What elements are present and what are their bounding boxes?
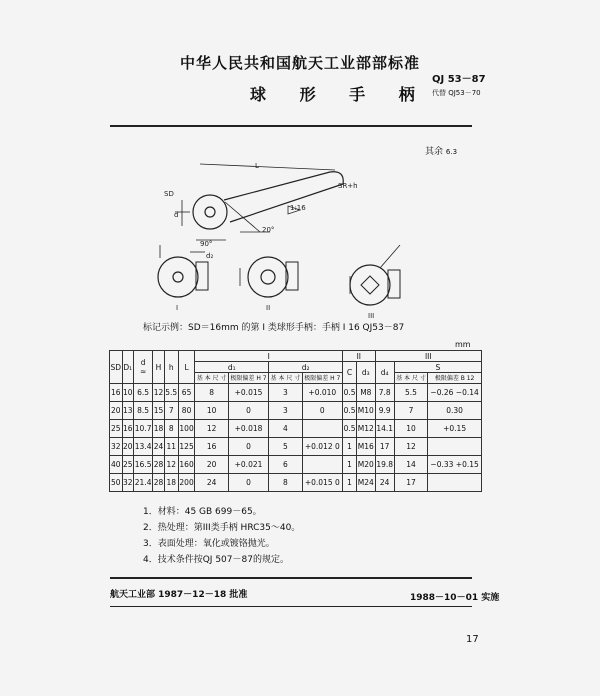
handle-shank (224, 172, 343, 222)
table-cell: 6.5 (134, 384, 153, 402)
view-I-label: I (176, 304, 179, 312)
table-cell: −0.26 −0.14 (428, 384, 482, 402)
table-cell: 32 (122, 474, 133, 492)
handle-drawing (0, 0, 600, 330)
angle-20: 20° (262, 226, 275, 234)
table-cell: 17 (375, 438, 394, 456)
table-cell: 160 (178, 456, 195, 474)
table-cell (428, 438, 482, 456)
rest-label: 其余 (425, 147, 444, 157)
table-cell: 10 (394, 420, 427, 438)
angle-90: 90° (200, 240, 213, 248)
note-item: 2．热处理：第III类手柄 HRC35～40。 (143, 523, 301, 533)
org-title: 中华人民共和国航天工业部部标准 (179, 54, 420, 72)
approval-date: 航天工业部 1987－12－18 批准 (110, 590, 248, 600)
table-cell (428, 474, 482, 492)
table-cell: 8 (164, 420, 178, 438)
dim-SR: SR+h (338, 182, 358, 190)
table-cell: 40 (110, 456, 123, 474)
th-d2: d₂ (269, 362, 343, 373)
table-cell: 100 (178, 420, 195, 438)
th-tol3: 极限偏差 B 12 (428, 373, 482, 384)
table-cell: M10 (357, 402, 376, 420)
part-title: 球 形 手 柄 (250, 85, 429, 104)
table-cell: 16 (195, 438, 228, 456)
table-cell: 65 (178, 384, 195, 402)
table-cell: 6 (269, 456, 302, 474)
marking-example: 标记示例：SD＝16mm 的第 I 类球形手柄：手柄 I 16 QJ53－87 (143, 323, 405, 333)
th-basic3: 基 本 尺 寸 (396, 374, 426, 382)
table-cell: 18 (153, 420, 164, 438)
table-row (110, 384, 482, 402)
th-d4: d₄ (375, 362, 394, 384)
th-b: h (164, 351, 178, 384)
table-cell: 0 (302, 402, 342, 420)
table-cell: 1 (343, 456, 357, 474)
table-cell: 12 (195, 420, 228, 438)
table-cell: 28 (153, 474, 164, 492)
th-basic1: 基 本 尺 寸 (196, 374, 227, 382)
th-type-II: II (343, 351, 376, 362)
table-cell: 0 (228, 474, 268, 492)
table-cell: 24 (195, 474, 228, 492)
table-cell: M8 (357, 384, 376, 402)
table-cell: 18 (164, 474, 178, 492)
dim-d: d (174, 211, 179, 219)
ball-outline (193, 195, 227, 229)
table-cell: 12 (153, 384, 164, 402)
table-cell: 14 (394, 456, 427, 474)
notes (143, 504, 300, 568)
table-cell: 10 (195, 402, 228, 420)
th-s: S (394, 362, 481, 373)
table-cell: 7.8 (375, 384, 394, 402)
table-cell: 12 (394, 438, 427, 456)
table-cell: 14.1 (375, 420, 394, 438)
table-cell: 200 (178, 474, 195, 492)
table-cell: 0 (228, 438, 268, 456)
table-cell: 3 (269, 384, 302, 402)
table-cell: 24 (375, 474, 394, 492)
table-unit: mm (455, 340, 471, 349)
th-d3: d₃ (357, 362, 376, 384)
table-cell: 4 (269, 420, 302, 438)
table-cell: 125 (178, 438, 195, 456)
th-sd: SD (110, 351, 123, 384)
table-cell: 0.30 (428, 402, 482, 420)
view-II-label: II (266, 304, 271, 312)
table-cell: +0.010 (302, 384, 342, 402)
table-cell: 8 (195, 384, 228, 402)
table-cell: 25 (110, 420, 123, 438)
table-cell: +0.015 (228, 384, 268, 402)
table-cell: 25 (122, 456, 133, 474)
table-cell: 20 (110, 402, 123, 420)
table-cell: 5.5 (164, 384, 178, 402)
table-row (110, 402, 482, 420)
table-cell: 5.5 (394, 384, 427, 402)
ball-hole (205, 207, 215, 217)
th-h: H (153, 351, 164, 384)
dim-SD: SD (164, 190, 174, 198)
view-II-outline (248, 257, 288, 297)
table-cell: M16 (357, 438, 376, 456)
table-cell: 16 (110, 384, 123, 402)
note-item: 4．技术条件按QJ 507－87的规定。 (143, 555, 289, 565)
th-type-III: III (375, 351, 481, 362)
table-cell: 10 (122, 384, 133, 402)
view-III-outline (350, 265, 390, 305)
view-I-outline (158, 257, 198, 297)
note-item: 3．表面处理：氧化或镀铬抛光。 (143, 539, 275, 549)
table-cell (302, 456, 342, 474)
th-L: L (178, 351, 195, 384)
spec-table-body (110, 384, 482, 492)
table-cell: 10.7 (134, 420, 153, 438)
table-cell: 28 (153, 456, 164, 474)
table-cell: 3 (269, 402, 302, 420)
table-cell: 7 (394, 402, 427, 420)
dim-taper: 1:16 (290, 204, 306, 212)
table-cell: −0.33 +0.15 (428, 456, 482, 474)
table-cell: 9.9 (375, 402, 394, 420)
th-c: C (343, 362, 357, 384)
table-cell: 0 (228, 402, 268, 420)
table-cell: 7 (164, 402, 178, 420)
table-cell: 17 (394, 474, 427, 492)
table-row (110, 456, 482, 474)
table-cell: 11 (164, 438, 178, 456)
th-tol2: 极限偏差 H 7 (302, 373, 342, 384)
table-cell: M20 (357, 456, 376, 474)
table-cell: M12 (357, 420, 376, 438)
table-cell: +0.021 (228, 456, 268, 474)
table-cell: 0.5 (343, 384, 357, 402)
table-cell: 1 (343, 474, 357, 492)
replaces-standard: 代替 QJ53－70 (432, 89, 481, 97)
table-cell: 0.5 (343, 402, 357, 420)
table-cell: 0.5 (343, 420, 357, 438)
th-tol1: 极限偏差 H 7 (228, 373, 268, 384)
footer-rule-bottom (110, 606, 472, 607)
standard-number: QJ 53－87 (432, 74, 486, 85)
note-item: 1．材料：45 GB 699－65。 (143, 507, 262, 517)
table-row (110, 420, 482, 438)
effective-date: 1988－10－01 实施 (410, 593, 500, 603)
label-d2: d₂ (206, 252, 214, 260)
table-cell: 24 (153, 438, 164, 456)
table-cell: 32 (110, 438, 123, 456)
table-cell: 12 (164, 456, 178, 474)
table-cell: M24 (357, 474, 376, 492)
table-cell: 16.5 (134, 456, 153, 474)
table-cell: +0.15 (428, 420, 482, 438)
table-cell: 20 (195, 456, 228, 474)
spec-table (109, 350, 482, 492)
table-cell: 21.4 (134, 474, 153, 492)
page-number: 17 (466, 634, 479, 645)
footer-rule (110, 577, 472, 579)
table-cell: +0.012 0 (302, 438, 342, 456)
dim-L: L (255, 162, 259, 170)
table-cell: 80 (178, 402, 195, 420)
table-cell: 8 (269, 474, 302, 492)
table-cell: 13.4 (134, 438, 153, 456)
table-row (110, 438, 482, 456)
th-type-I: I (195, 351, 343, 362)
table-cell: +0.018 (228, 420, 268, 438)
th-d: d ≈ (134, 351, 153, 384)
table-cell: 13 (122, 402, 133, 420)
table-cell: 20 (122, 438, 133, 456)
table-cell: 1 (343, 438, 357, 456)
table-cell: 19.8 (375, 456, 394, 474)
table-row (110, 474, 482, 492)
th-d1: D₁ (122, 351, 133, 384)
table-cell: 50 (110, 474, 123, 492)
table-cell: 16 (122, 420, 133, 438)
table-cell: 8.5 (134, 402, 153, 420)
table-cell: 15 (153, 402, 164, 420)
table-cell: 5 (269, 438, 302, 456)
table-cell (302, 420, 342, 438)
th-basic2: 基 本 尺 寸 (270, 374, 301, 382)
th-dl: d₁ (195, 362, 269, 373)
rest-value: 6.3 (445, 148, 458, 156)
table-cell: +0.015 0 (302, 474, 342, 492)
view-III-label: III (368, 312, 375, 320)
